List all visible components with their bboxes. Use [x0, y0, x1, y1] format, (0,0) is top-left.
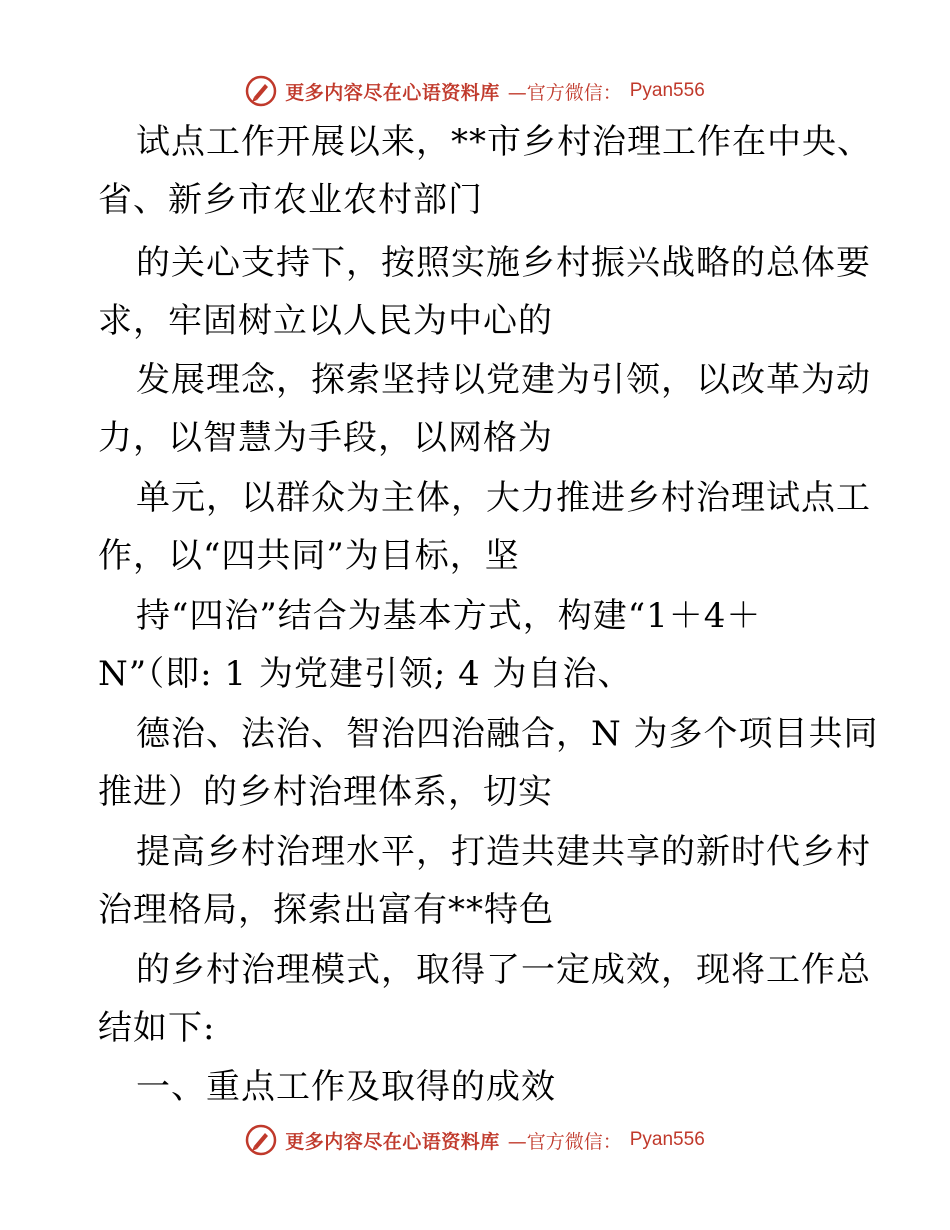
text-line: N”（即: 1 为党建引领; 4 为自治、 [98, 654, 633, 694]
pen-seal-icon [245, 1124, 277, 1156]
text-line: 推进）的乡村治理体系，切实 [98, 772, 553, 812]
text-line: 发展理念，探索坚持以党建为引领，以改革为动 [136, 360, 871, 400]
text-line: 的乡村治理模式，取得了一定成效，现将工作总 [136, 950, 871, 990]
text-line: 结如下: [98, 1008, 216, 1048]
header-watermark [0, 71, 950, 111]
text-line: 提高乡村治理水平，打造共建共享的新时代乡村 [136, 832, 871, 872]
watermark-text: 更多内容尽在心语资料库 [285, 1130, 500, 1153]
text-line: 试点工作开展以来，**市乡村治理工作在中央、 [136, 122, 872, 162]
text-line: 单元，以群众为主体，大力推进乡村治理试点工 [136, 478, 871, 518]
pen-seal-icon [245, 75, 277, 107]
text-line: 力，以智慧为手段，以网格为 [98, 418, 553, 458]
text-line: 省、新乡市农业农村部门 [98, 180, 483, 220]
text-line: 的关心支持下，按照实施乡村振兴战略的总体要 [136, 243, 871, 283]
text-line: 治理格局，探索出富有**特色 [98, 890, 554, 930]
text-line: 作，以“四共同”为目标，坚 [98, 536, 520, 576]
watermark-account: Pyan556 [629, 80, 705, 101]
text-line: 求，牢固树立以人民为中心的 [98, 301, 553, 341]
watermark-text: 更多内容尽在心语资料库 [285, 81, 500, 104]
section-heading: 一、重点工作及取得的成效 [136, 1067, 556, 1107]
watermark-separator: —官方微信： [507, 81, 622, 104]
watermark-account: Pyan556 [629, 1129, 705, 1150]
footer-watermark [0, 1120, 950, 1160]
text-line: 德治、法治、智治四治融合，N 为多个项目共同 [136, 714, 879, 754]
text-line: 持“四治”结合为基本方式，构建“1＋4＋ [136, 596, 762, 636]
watermark-separator: —官方微信： [507, 1130, 622, 1153]
